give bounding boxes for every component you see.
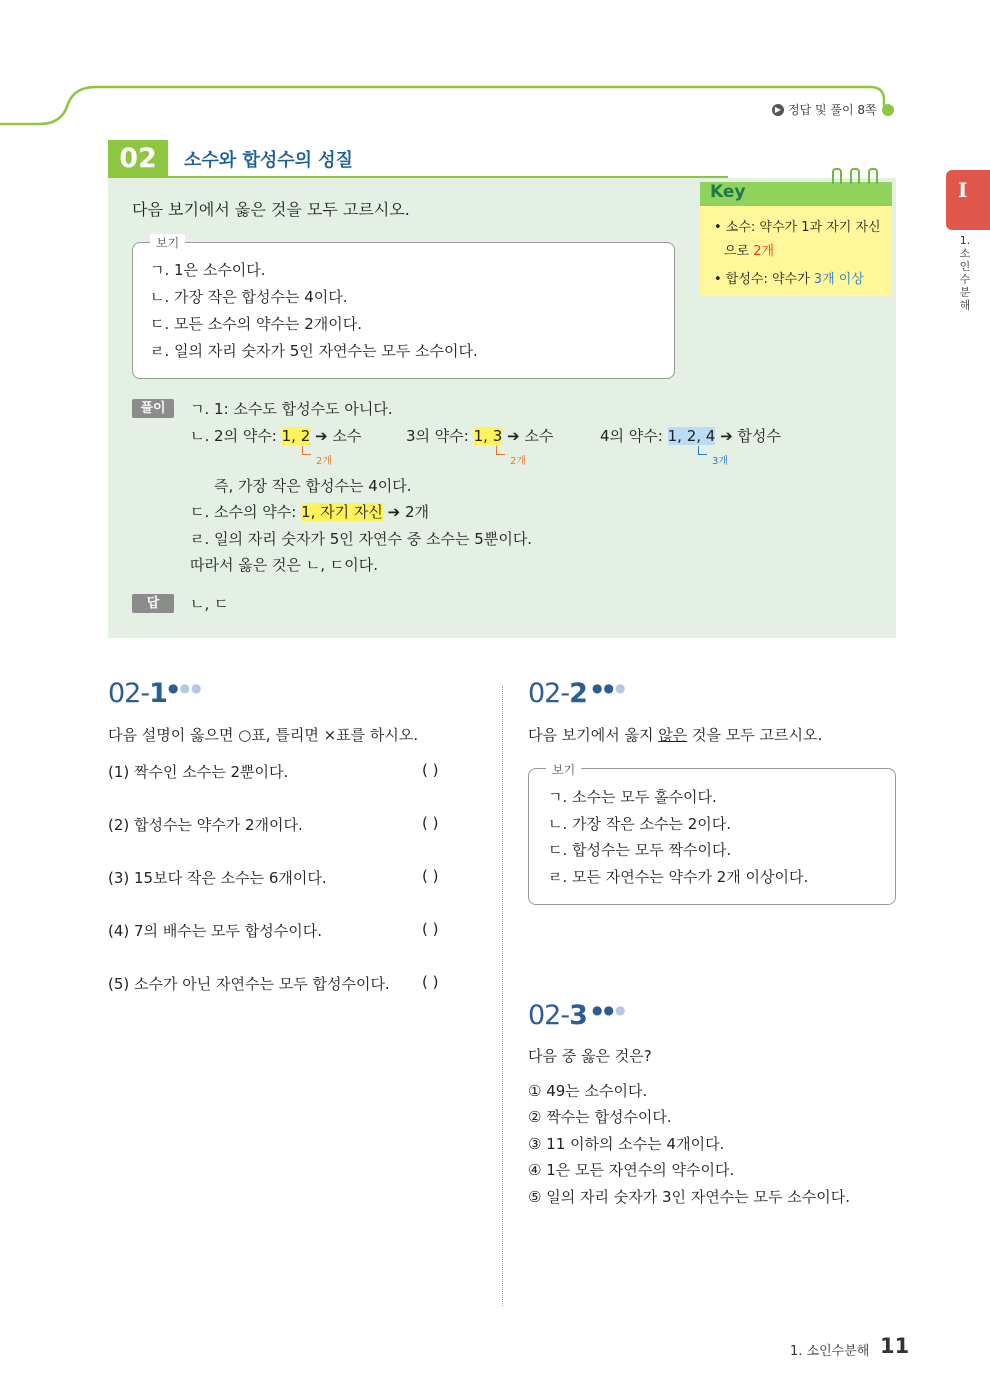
choice-item[interactable]: ③ 11 이하의 소수는 4개이다. [528,1135,725,1153]
solution-highlight: 1, 2 [281,427,311,445]
bracket-arrow [698,446,707,455]
solution-line: 따라서 옳은 것은 ㄴ, ㄷ이다. [190,556,378,574]
answer-reference [772,101,877,118]
solution-line [406,425,553,446]
arrow-icon: ▶ [772,104,784,116]
question-text: 것을 모두 고르시오. [687,726,823,744]
problem-bogi-item: ㄱ. 소수는 모두 홀수이다. [548,788,717,806]
choice-item[interactable]: ⑤ 일의 자리 숫자가 3인 자연수는 모두 소수이다. [528,1188,850,1206]
choice-item[interactable]: ② 짝수는 합성수이다. [528,1108,672,1126]
problem-bogi-item: ㄷ. 합성수는 모두 짝수이다. [548,841,732,859]
problem-question: 다음 중 옳은 것은? [528,1047,652,1065]
problem-question: 다음 설명이 옳으면 ○표, 틀리면 ×표를 하시오. [108,726,419,744]
footer-chapter: 1. 소인수분해 [790,1344,870,1359]
key-item-highlight: 3개 이상 [813,272,864,287]
answer-blank[interactable]: ( ) [422,814,439,832]
solution-text: 4의 약수: [600,427,668,445]
problem-number-prefix: 02- [528,1000,570,1031]
difficulty-dots-icon: ●●● [168,681,203,695]
answer-blank[interactable]: ( ) [422,867,439,885]
key-item-text: 으로 [724,244,754,259]
key-item-composite [714,268,864,287]
problem-number [108,678,167,709]
question-emphasis: 않은 [658,726,688,744]
solution-text: ㄷ. 소수의 약수: [190,503,302,521]
spiral-ring-icon [832,168,842,184]
solution-line [600,425,781,446]
example-bogi-item: ㄷ. 모든 소수의 약수는 2개이다. [150,315,363,333]
divisor-count-note: 2개 [316,456,333,467]
problem-question [528,724,822,745]
problem-bogi-item: ㄹ. 모든 자연수는 약수가 2개 이상이다. [548,868,809,886]
problem-item: (3) 15보다 작은 소수는 6개이다. [108,869,327,887]
column-divider [502,686,503,1306]
divisor-count-note: 2개 [510,456,527,467]
difficulty-dots-icon: ●●● [592,1003,627,1017]
solution-highlight: 1, 2, 4 [667,427,716,445]
answer-label: 답 [132,594,174,613]
solution-highlight: 1, 자기 자신 [301,503,383,521]
key-item-prime [714,216,881,235]
title-underline [168,176,728,178]
solution-text: ㄴ. 2의 약수: [190,427,282,445]
example-bogi-item: ㄱ. 1은 소수이다. [150,261,266,279]
key-item-prime-cont [724,240,774,259]
example-bogi-label: 보기 [150,234,185,251]
answer-blank[interactable]: ( ) [422,973,439,991]
page-number: 11 [880,1334,910,1358]
problem-number-suffix: 2 [569,678,587,709]
key-label: Key [710,182,746,202]
bracket-arrow [302,446,311,455]
example-bogi-item: ㄴ. 가장 작은 합성수는 4이다. [150,288,348,306]
problem-bogi-item: ㄴ. 가장 작은 소수는 2이다. [548,815,732,833]
chapter-tab-numeral: I [958,178,968,202]
solution-line: 즉, 가장 작은 합성수는 4이다. [214,477,412,495]
answer-value: ㄴ, ㄷ [190,595,229,613]
problem-number [528,1000,587,1031]
solution-line: ㄱ. 1: 소수도 합성수도 아니다. [190,400,393,418]
problem-item: (5) 소수가 아닌 자연수는 모두 합성수이다. [108,975,390,993]
example-number: 02 [108,140,168,178]
problem-number-suffix: 3 [569,1000,587,1031]
key-item-highlight: 2개 [753,244,775,259]
solution-text: ➔ 2개 [382,503,430,521]
problem-number-prefix: 02- [108,678,150,709]
problem-item: (2) 합성수는 약수가 2개이다. [108,816,303,834]
solution-text: 3의 약수: [406,427,474,445]
answer-reference-text: 정답 및 풀이 8쪽 [788,103,877,117]
divisor-count-note: 3개 [712,456,729,467]
chapter-tab [946,170,990,230]
example-question: 다음 보기에서 옳은 것을 모두 고르시오. [132,200,410,219]
solution-highlight: 1, 3 [473,427,503,445]
key-item-text: • 합성수: 약수가 [714,272,814,287]
example-bogi-item: ㄹ. 일의 자리 숫자가 5인 자연수는 모두 소수이다. [150,342,478,360]
spiral-ring-icon [850,168,860,184]
choice-item[interactable]: ① 49는 소수이다. [528,1082,648,1100]
problem-number [528,678,587,709]
question-text: 다음 보기에서 옳지 [528,726,659,744]
solution-text: ➔ 소수 [310,427,362,445]
key-header [700,182,892,206]
chapter-side-label: 1. 소인수분해 [959,234,971,312]
solution-line: ㄹ. 일의 자리 숫자가 5인 자연수 중 소수는 5뿐이다. [190,530,533,548]
example-title: 소수와 합성수의 성질 [184,150,354,171]
difficulty-dots-icon: ●●● [592,681,627,695]
answer-blank[interactable]: ( ) [422,920,439,938]
solution-line [190,425,361,446]
solution-line [190,501,429,522]
key-item-text: • 소수: 약수가 1과 자기 자신 [714,220,881,235]
problem-bogi-label: 보기 [546,761,581,778]
problem-item: (1) 짝수인 소수는 2뿐이다. [108,763,289,781]
solution-text: ➔ 소수 [502,427,554,445]
problem-item: (4) 7의 배수는 모두 합성수이다. [108,922,323,940]
answer-blank[interactable]: ( ) [422,761,439,779]
problem-number-prefix: 02- [528,678,570,709]
choice-item[interactable]: ④ 1은 모든 자연수의 약수이다. [528,1161,735,1179]
solution-label: 풀이 [132,399,174,418]
spiral-ring-icon [868,168,878,184]
problem-number-suffix: 1 [149,678,167,709]
bracket-arrow [496,446,505,455]
solution-text: ➔ 합성수 [715,427,781,445]
